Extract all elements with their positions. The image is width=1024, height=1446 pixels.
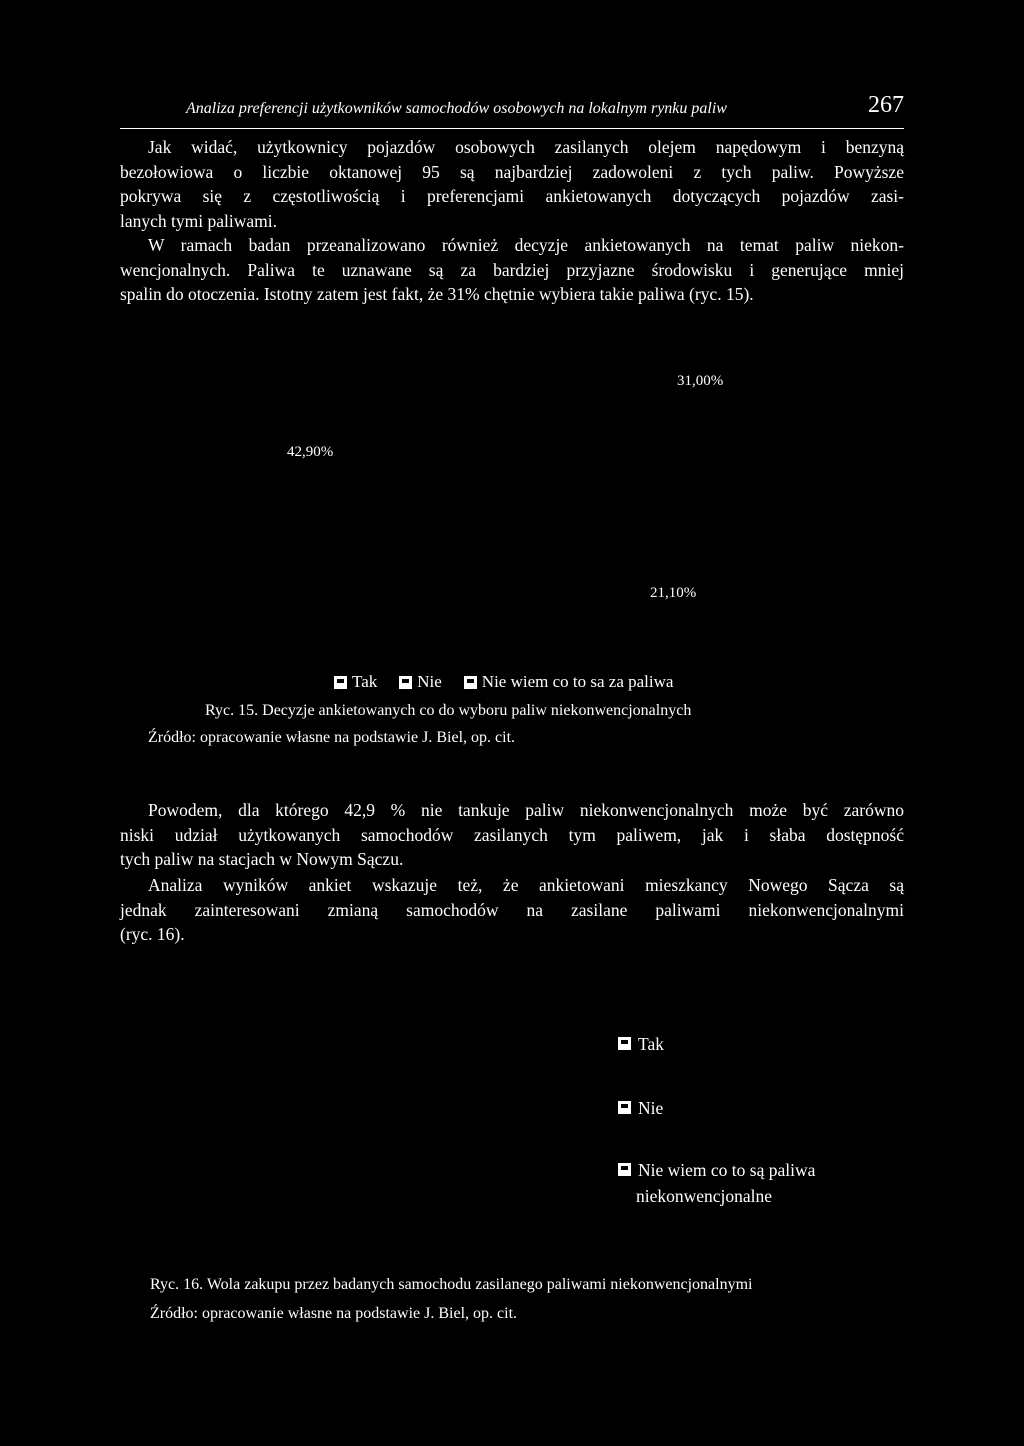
legend-swatch-icon	[334, 676, 347, 689]
legend-swatch-icon	[618, 1101, 631, 1114]
running-header	[120, 92, 904, 129]
text-line: bezołowiowa o liczbie oktanowej 95 są najbardziej zadowoleni z tych paliw. Powyższe	[120, 161, 904, 182]
data-label-tak: 31,00%	[677, 373, 724, 389]
pie-slice-2	[412, 390, 520, 500]
figure-16-caption: Ryc. 16. Wola zakupu przez badanych samochodu zasilanego paliwami niekonwencjonalnymi	[150, 1276, 753, 1293]
figure-15-legend	[334, 672, 695, 692]
legend-item-nie-wiem	[618, 1158, 815, 1183]
text-line: wencjonalnych. Paliwa te uznawane są za bardziej przyjazne środowisku i generujące mniej	[120, 259, 904, 280]
legend-swatch-icon	[399, 676, 412, 689]
legend-label: Tak	[352, 672, 378, 691]
figure-15-caption: Ryc. 15. Decyzje ankietowanych co do wyboru paliw niekonwencjonalnych	[205, 702, 692, 719]
data-label-nie-wiem: 21,10%	[650, 585, 697, 601]
legend-item-nie	[399, 672, 442, 692]
text-line: niski udział użytkowanych samochodów zasilanych tym paliwem, jak i słaba dostępność	[120, 824, 904, 845]
paragraph-2	[120, 233, 904, 307]
text-line: Jak widać, użytkownicy pojazdów osobowych zasilanych olejem napędowym i benzyną	[148, 137, 904, 157]
text-line: W ramach badan przeanalizowano również decyzje ankietowanych na temat paliw niekon-	[148, 235, 904, 255]
text-line: pokrywa się z częstotliwością i preferencjami ankietowanych dotyczących pojazdów zasi-	[120, 186, 904, 206]
legend-item-nie	[618, 1096, 663, 1121]
legend-label: Nie	[417, 672, 442, 691]
figure-15-chart	[250, 360, 790, 650]
pie-chart-15	[250, 360, 790, 650]
legend-item-tak	[618, 1032, 664, 1057]
text-line: jednak zainteresowani zmianą samochodów na zasilane paliwami niekonwencjonalnymi	[120, 899, 904, 920]
legend-label: Tak	[638, 1034, 664, 1054]
text-line: (ryc. 16).	[120, 924, 185, 944]
legend-item-tak	[334, 672, 377, 692]
text-line: Powodem, dla którego 42,9 % nie tankuje paliw niekonwencjonalnych może być zarówno	[148, 800, 904, 820]
legend-swatch-icon	[618, 1163, 631, 1176]
legend-label-continuation: niekonwencjonalne	[636, 1186, 773, 1206]
legend-label: Nie wiem co to sa za paliwa	[481, 672, 674, 691]
legend-swatch-icon	[618, 1037, 631, 1050]
legend-label: Nie	[638, 1098, 664, 1118]
text-line: lanych tymi paliwami.	[120, 210, 277, 231]
legend-item-nie-wiem	[464, 672, 674, 692]
figure-16-source: Źródło: opracowanie własne na podstawie J. Biel, op. cit.	[150, 1305, 518, 1322]
paragraph-4	[120, 873, 904, 947]
text-line: Analiza wyników ankiet wskazuje też, że ankietowani mieszkancy Nowego Sącza są	[148, 875, 904, 895]
text-line: tych paliw na stacjach w Nowym Sączu.	[120, 849, 404, 869]
page-number: 267	[868, 92, 904, 118]
text-line: spalin do otoczenia. Istotny zatem jest fakt, że 31% chętnie wybiera takie paliwa (ryc. 15).	[120, 284, 754, 304]
legend-swatch-icon	[464, 676, 477, 689]
data-label-nie: 42,90%	[287, 444, 334, 460]
paragraph-3	[120, 798, 904, 872]
paragraph-1	[120, 135, 904, 233]
header-title: Analiza preferencji użytkowników samochodów osobowych na lokalnym rynku paliw	[186, 100, 727, 117]
figure-15-source: Źródło: opracowanie własne na podstawie J. Biel, op. cit.	[148, 729, 516, 746]
legend-label: Nie wiem co to są paliwa	[638, 1160, 816, 1180]
